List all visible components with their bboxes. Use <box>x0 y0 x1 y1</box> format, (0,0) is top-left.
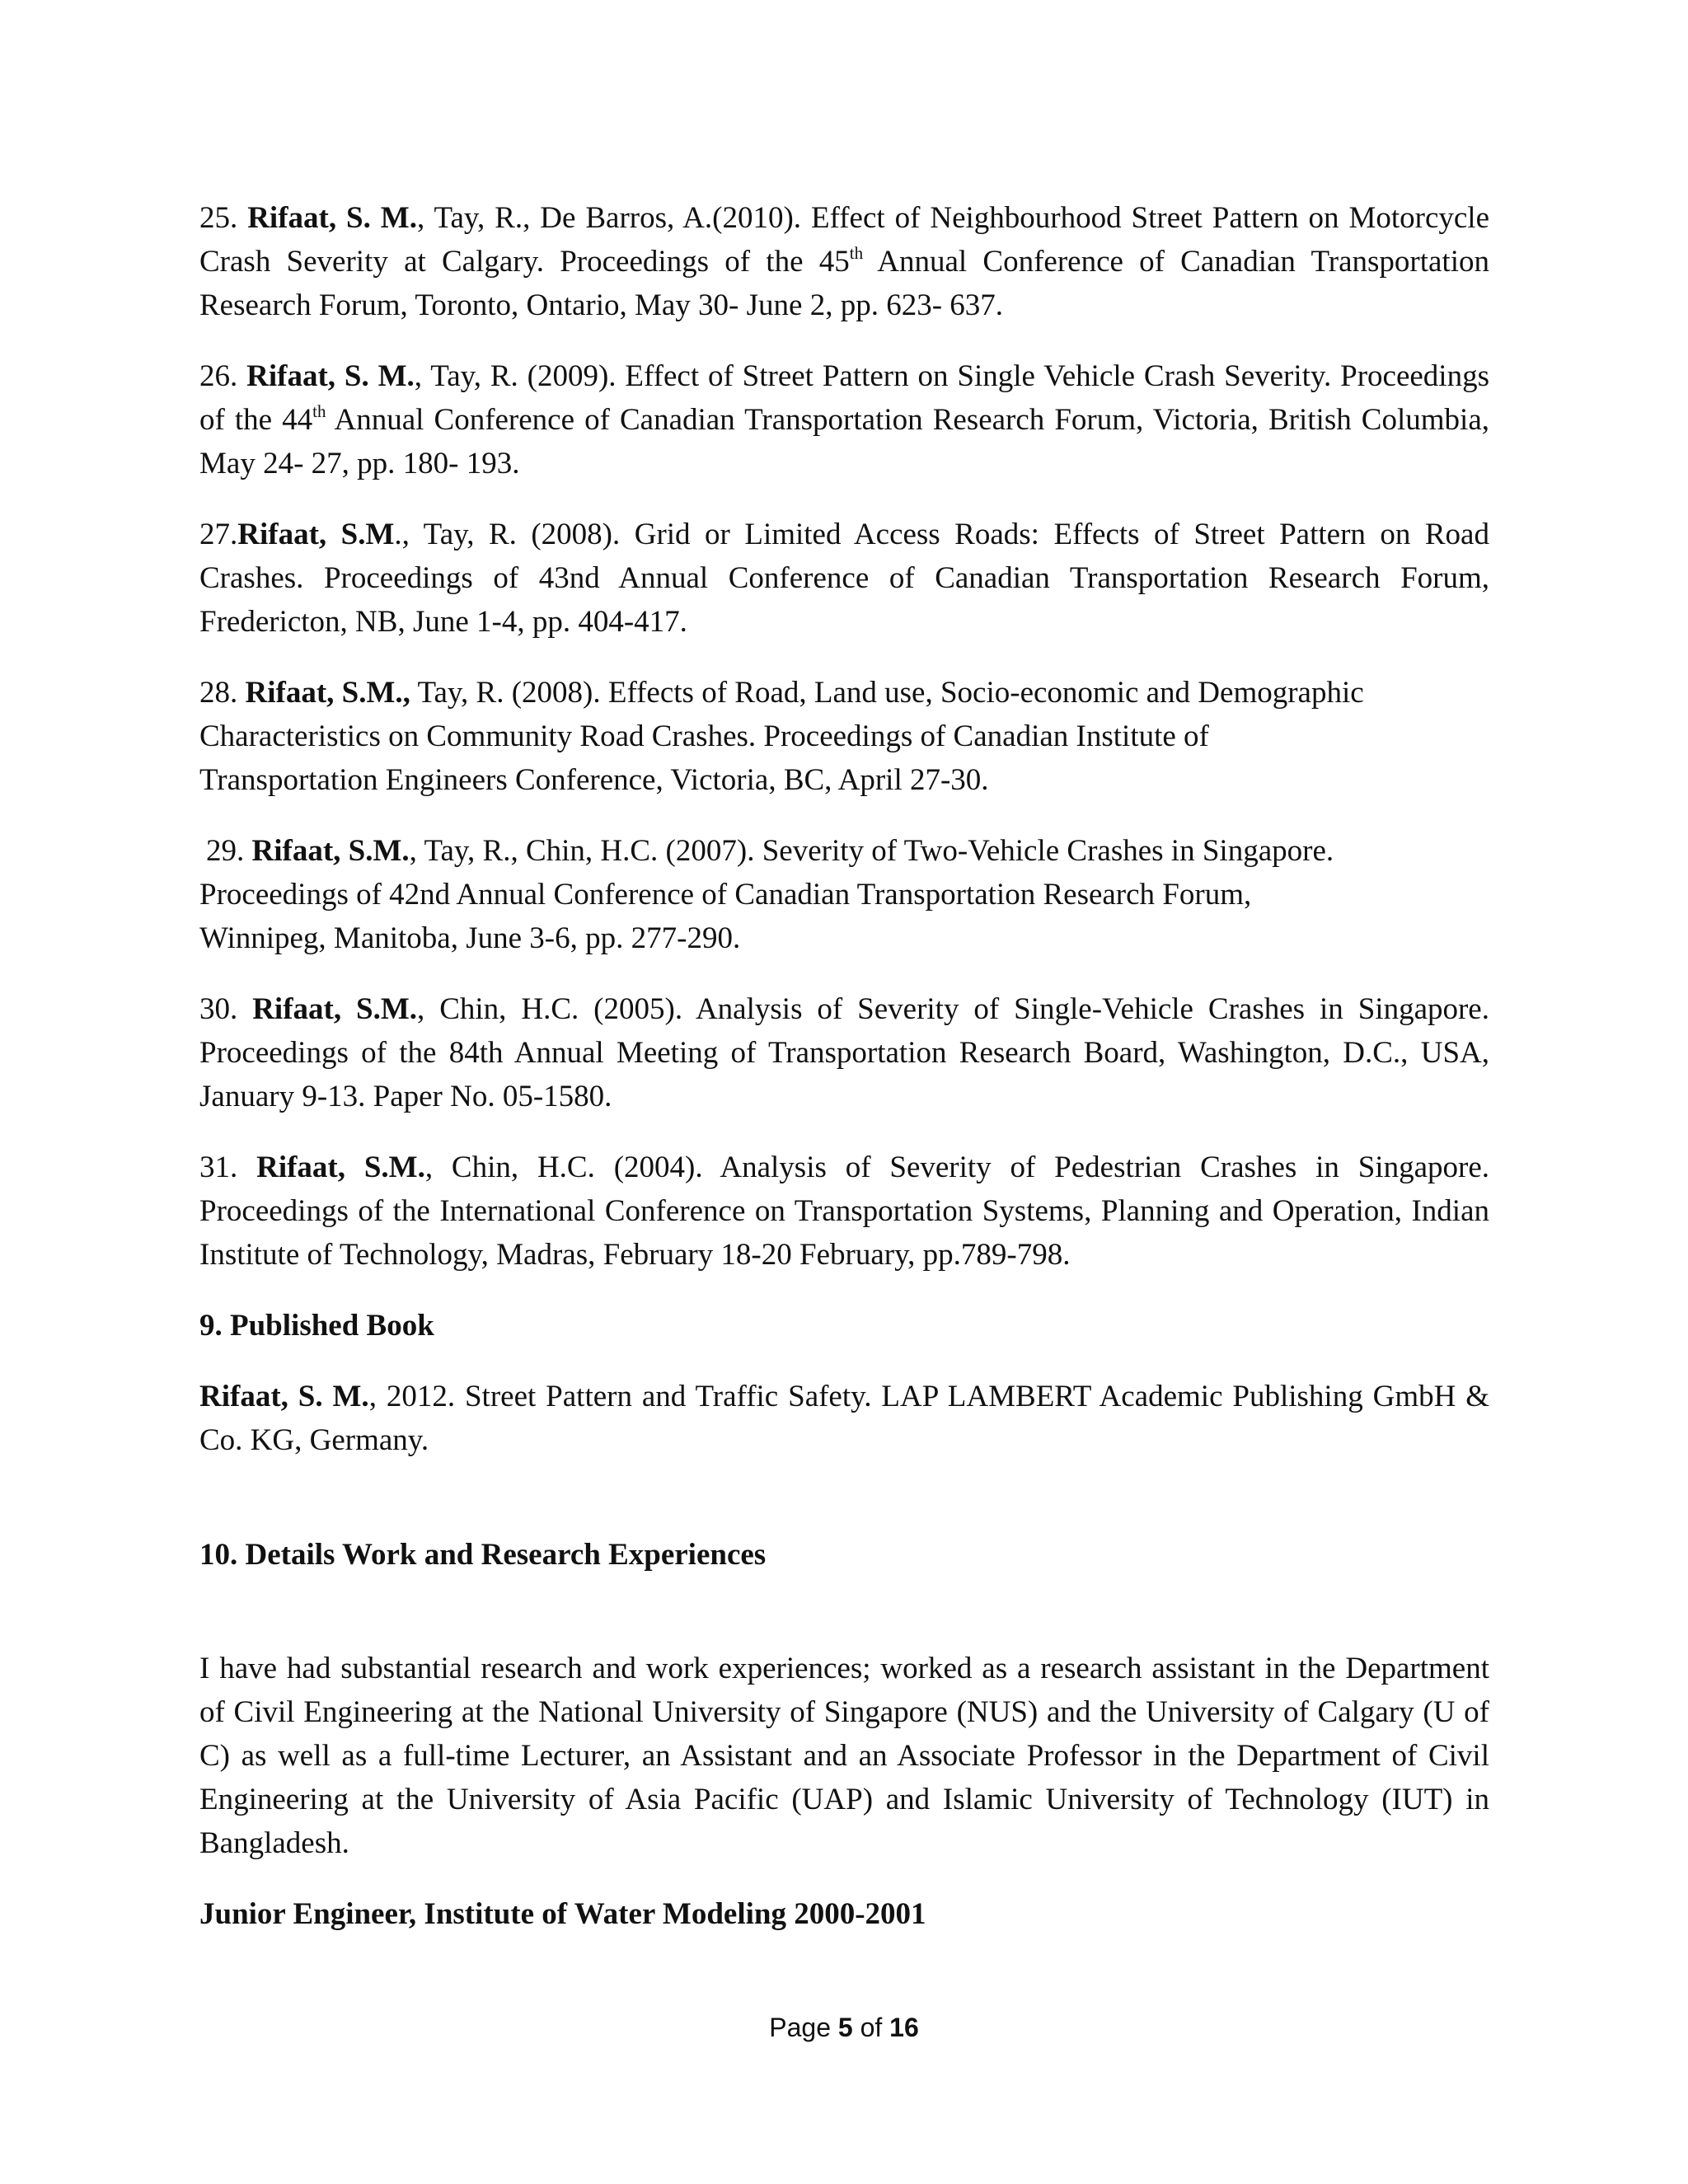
publication-entry-30 <box>199 987 1489 1118</box>
entry-text-line: Transportation Engineers Conference, Victoria, BC, April 27-30. <box>199 763 989 797</box>
publication-entry-28 <box>199 671 1489 802</box>
entry-text: Annual Conference of Canadian Transportation Research Forum, Victoria, British Columbia, May 24- 27, pp. 180- 193. <box>199 403 1489 480</box>
publication-entry-27 <box>199 513 1489 644</box>
publication-entry-26 <box>199 354 1489 485</box>
entry-author: Rifaat, S. M. <box>247 201 417 235</box>
page-footer <box>0 2011 1688 2044</box>
page-content <box>199 196 1489 1936</box>
publication-entry-31 <box>199 1146 1489 1277</box>
entry-number: 25. <box>199 201 238 235</box>
book-text: , 2012. Street Pattern and Traffic Safety. LAP LAMBERT Academic Publishing GmbH & Co. KG, Germany. <box>199 1380 1489 1457</box>
entry-author: Rifaat, S.M., <box>245 676 410 710</box>
entry-number: 26. <box>199 359 238 393</box>
section-heading-work-experience: 10. Details Work and Research Experiences <box>199 1538 767 1572</box>
experience-paragraph: I have had substantial research and work experiences; worked as a research assistant in the Department of Civil Engineering at the National University of Singapore (NUS) and the University of Calgary (U of C) as well as a full-time Lecturer, an Assistant and an Associate Professor in the Department of Civil Engineering at the University of Asia Pacific (UAP) and Islamic University of Technology (IUT) in Bangladesh. <box>199 1652 1489 1860</box>
job-title-heading: Junior Engineer, Institute of Water Modeling 2000-2001 <box>199 1897 926 1931</box>
ordinal-suffix: th <box>312 401 326 421</box>
entry-text: Annual Conference of Canadian Transportation Research Forum, Toronto, Ontario, May 30- June 2, pp. 623- 637. <box>199 245 1489 322</box>
entry-number: 28. <box>199 676 238 710</box>
entry-author: Rifaat, S.M <box>237 518 395 551</box>
publication-entry-29 <box>199 829 1489 960</box>
section-heading-published-book: 9. Published Book <box>199 1309 434 1343</box>
entry-text: , Chin, H.C. (2004). Analysis of Severity of Pedestrian Crashes in Singapore. Proceedings of the International Conference on Transportation Systems, Planning and Operation, Indian Institute of Technology, Madras, February 18-20 February, pp.789-798. <box>199 1151 1489 1272</box>
entry-text: , Tay, R. (2009). Effect of Street Pattern on Single Vehicle Crash Severity. Proceedings of the 44 <box>199 359 1489 437</box>
entry-number: 30. <box>199 992 238 1026</box>
publication-entry-25 <box>199 196 1489 327</box>
ordinal-suffix: th <box>849 243 864 263</box>
current-page-number: 5 <box>837 2013 853 2042</box>
entry-author: Rifaat, S. M. <box>246 359 415 393</box>
book-author: Rifaat, S. M. <box>199 1380 369 1413</box>
total-page-count: 16 <box>889 2013 919 2042</box>
entry-text-line: , Tay, R., Chin, H.C. (2007). Severity of Two-Vehicle Crashes in Singapore. <box>409 834 1334 868</box>
published-book-entry <box>199 1375 1489 1462</box>
entry-text: ., Tay, R. (2008). Grid or Limited Access Roads: Effects of Street Pattern on Road Crashes. Proceedings of 43nd Annual Conference of Canadian Transportation Research Forum, Fredericton, NB, June 1-4, pp. 404-417. <box>199 518 1489 639</box>
entry-author: Rifaat, S.M. <box>251 834 410 868</box>
entry-text: , Chin, H.C. (2005). Analysis of Severity of Single-Vehicle Crashes in Singapore. Proceedings of the 84th Annual Meeting of Transportation Research Board, Washington, D.C., USA, January 9-13. Paper No. 05-1580. <box>199 992 1489 1113</box>
entry-text-line: Winnipeg, Manitoba, June 3-6, pp. 277-290. <box>199 921 741 955</box>
entry-number: 27. <box>199 518 238 551</box>
footer-prefix: Page <box>769 2013 838 2042</box>
entry-number: 31. <box>199 1151 238 1184</box>
entry-author: Rifaat, S.M. <box>252 992 418 1026</box>
entry-text: , Tay, R., De Barros, A.(2010). Effect of Neighbourhood Street Pattern on Motorcycle Crash Severity at Calgary. Proceedings of the 45 <box>199 201 1489 279</box>
entry-text-line: Tay, R. (2008). Effects of Road, Land use, Socio-economic and Demographic <box>410 676 1364 710</box>
entry-text-line: Proceedings of 42nd Annual Conference of Canadian Transportation Research Forum, <box>199 878 1252 912</box>
entry-author: Rifaat, S.M. <box>256 1151 425 1184</box>
entry-text-line: Characteristics on Community Road Crashes. Proceedings of Canadian Institute of <box>199 719 1209 753</box>
footer-middle: of <box>852 2013 890 2042</box>
entry-number: 29. <box>206 834 245 868</box>
